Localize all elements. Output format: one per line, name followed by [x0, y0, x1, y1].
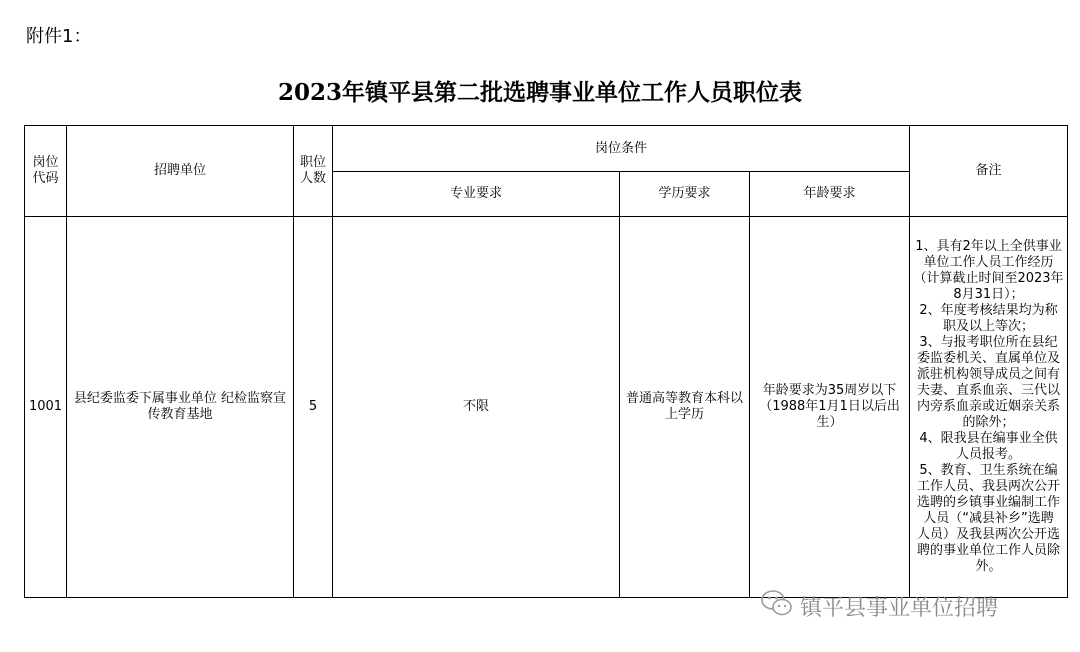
- remarks-line: 外。: [975, 559, 1002, 574]
- cell-education: 普通高等教育本科以上学历: [620, 217, 750, 598]
- page-title: 2023年镇平县第二批选聘事业单位工作人员职位表: [277, 79, 802, 106]
- header-conditions: 岗位条件: [333, 126, 910, 172]
- cell-remarks: [910, 217, 1068, 598]
- watermark: [760, 588, 998, 624]
- cell-count: 5: [294, 217, 333, 598]
- header-education: 学历要求: [620, 172, 750, 217]
- remarks-line: 单位工作人员工作经历: [923, 255, 1054, 270]
- remarks-line: （计算截止时间至2023年: [913, 271, 1064, 286]
- wechat-icon: [760, 588, 794, 624]
- table-row: [25, 217, 1068, 598]
- remarks-line: 1、具有2年以上全供事业: [915, 239, 1062, 254]
- remarks-line: 的除外；: [962, 415, 1015, 430]
- remarks-line: 4、限我县在编事业全供: [919, 431, 1058, 446]
- remarks-line: 委监委机关、直属单位及: [917, 351, 1061, 366]
- watermark-text: 镇平县事业单位招聘: [800, 595, 999, 621]
- header-age: 年龄要求: [750, 172, 910, 217]
- cell-unit: 县纪委监委下属事业单位 纪检监察宣传教育基地: [67, 217, 294, 598]
- remarks-line: 人员（“减县补乡”选聘: [923, 511, 1054, 526]
- remarks-line: 2、年度考核结果均为称: [919, 303, 1058, 318]
- header-count: 职位人数: [294, 126, 333, 217]
- remarks-line: 职及以上等次；: [943, 319, 1035, 334]
- header-major: 专业要求: [333, 172, 620, 217]
- header-code: 岗位代码: [25, 126, 67, 217]
- remarks-line: 夫妻、直系血亲、三代以: [917, 383, 1061, 398]
- remarks-line: 内旁系血亲或近姻亲关系: [917, 399, 1061, 414]
- remarks-line: 5、教育、卫生系统在编: [919, 463, 1058, 478]
- remarks-line: 人员）及我县两次公开选: [917, 527, 1061, 542]
- cell-code: 1001: [25, 217, 67, 598]
- cell-age: 年龄要求为35周岁以下（1988年1月1日以后出生）: [750, 217, 910, 598]
- positions-table: [24, 125, 1068, 598]
- remarks-line: 人员报考。: [956, 447, 1022, 462]
- remarks-line: 3、与报考职位所在县纪: [919, 335, 1058, 350]
- cell-major: 不限: [333, 217, 620, 598]
- remarks-line: 聘的事业单位工作人员除: [917, 543, 1061, 558]
- header-unit: 招聘单位: [67, 126, 294, 217]
- remarks-line: 选聘的乡镇事业编制工作: [917, 495, 1061, 510]
- remarks-line: 8月31日）；: [953, 287, 1024, 302]
- attachment-label: 附件1：: [26, 26, 92, 47]
- remarks-line: 工作人员、我县两次公开: [917, 479, 1061, 494]
- header-remarks: 备注: [910, 126, 1068, 217]
- remarks-line: 派驻机构领导成员之间有: [917, 367, 1061, 382]
